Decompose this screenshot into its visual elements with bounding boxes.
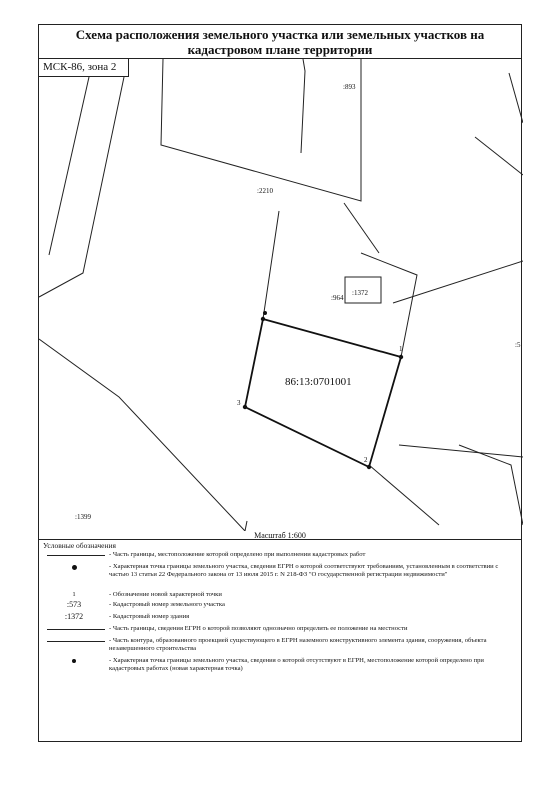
- parcel-label-964: :964: [331, 294, 344, 302]
- boundary-right-4: [459, 445, 523, 525]
- boundary-bottom: [245, 521, 247, 531]
- legend-line-symbol: [47, 641, 105, 642]
- legend-text: - Кадастровый номер здания: [109, 613, 190, 620]
- legend-line-symbol: [47, 555, 105, 556]
- point-1-label: 1: [399, 345, 403, 353]
- boundary-left-strip: [49, 77, 89, 255]
- legend-text: - Часть границы, сведения ЕГРН о которой позволяют однозначно определить ее положение на местности: [109, 625, 408, 632]
- legend-text: - Кадастровый номер земельного участка: [109, 601, 225, 608]
- point-3-marker: [243, 405, 247, 409]
- boundary-parcel-2210: [161, 59, 361, 201]
- point-3-label: 3: [237, 399, 241, 407]
- document-frame: [38, 24, 522, 742]
- boundary-parcel-893: [301, 59, 305, 153]
- point-2-label: 2: [364, 456, 368, 464]
- legend-symbol: 1: [72, 591, 76, 598]
- boundary-lower-diagonal: [39, 339, 245, 531]
- boundary-parcel-964: [263, 211, 417, 357]
- boundary-right-2: [475, 137, 523, 175]
- scale-label: Масштаб 1:600: [254, 531, 306, 540]
- building-label-1372: :1372: [352, 289, 368, 297]
- parcel-label-893: :893: [343, 83, 356, 91]
- boundary-right-1: [509, 73, 523, 123]
- parcel-label-1399: :1399: [75, 513, 91, 521]
- legend-text: - Часть границы, местоположение которой определено при выполнении кадастровых работ: [109, 551, 366, 558]
- legend-dot-symbol: [72, 565, 77, 570]
- legend-text: - Обозначение новой характерной точки: [109, 591, 222, 598]
- parcel-label-2210: :2210: [257, 187, 273, 195]
- main-parcel-boundary: [245, 319, 401, 467]
- coordinate-system-label: МСК-86, зона 2: [39, 59, 129, 77]
- legend-symbol: :573: [66, 600, 82, 609]
- legend-dot-symbol: [72, 659, 76, 663]
- legend-text: - Характерная точка границы земельного участка, сведения ЕГРН о которой соответствуют требованиям, установленным в соответствии с частью 13 статьи 22 Федерального закона от 13 июля 2015 г. N 218-ФЗ "О государственной регистрации недвижимости": [109, 563, 499, 578]
- legend-divider: [39, 539, 521, 540]
- legend-symbol: :1372: [64, 612, 84, 621]
- boundary-right-3: [393, 261, 523, 303]
- point-1-marker: [399, 355, 403, 359]
- legend-text: - Характерная точка границы земельного участка, сведения о которой отсутствуют в ЕГРН, местоположение которой определено при кадастровых работах (новая характерная точка): [109, 657, 484, 672]
- main-parcel-label: 86:13:0701001: [285, 376, 352, 388]
- point-2-marker: [367, 465, 371, 469]
- legend-line-symbol: [47, 629, 105, 630]
- parcel-label-5: :5: [515, 341, 521, 349]
- legend-title: Условные обозначения: [43, 541, 116, 550]
- cadastral-map: [39, 25, 523, 531]
- boundary-parcel-893-b: [344, 203, 379, 253]
- boundary-right-5: [369, 465, 439, 525]
- point-5-marker: [263, 311, 267, 315]
- boundary-right-6: [399, 445, 523, 457]
- legend-text: - Часть контура, образованного проекцией существующего в ЕГРН наземного конструктивного элемента здания, сооружения, объекта незавершенного строительства: [109, 637, 487, 652]
- point-4-marker: [261, 317, 265, 321]
- document-title: Схема расположения земельного участка или земельных участков на кадастровом плане территории: [39, 25, 521, 59]
